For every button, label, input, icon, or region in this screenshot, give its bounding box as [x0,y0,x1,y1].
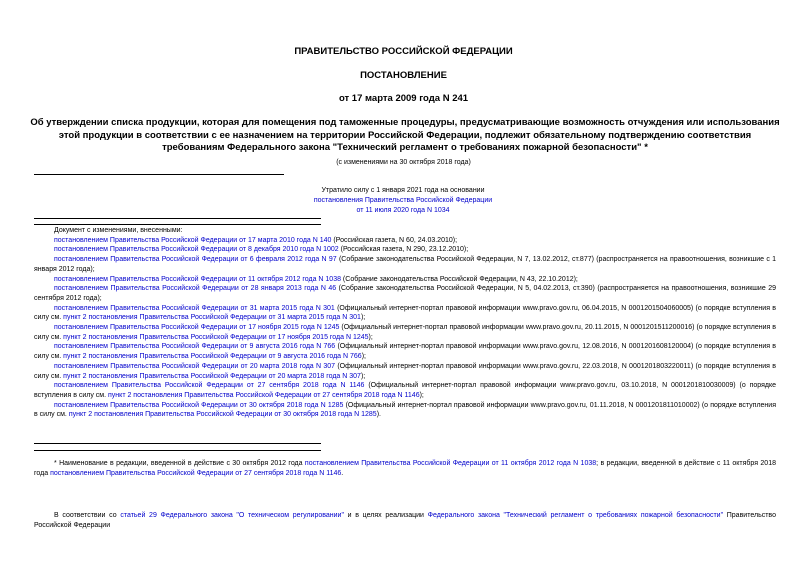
amendment-item [34,323,776,342]
amendment-link[interactable]: постановлением Правительства Российской Федерации от 30 октября 2018 года N 1285 [54,401,344,409]
amendment-effective-link[interactable]: пункт 2 постановления Правительства Российской Федерации от 20 марта 2018 года N 307 [63,372,361,380]
amendment-link[interactable]: постановлением Правительства Российской Федерации от 8 декабря 2010 года N 1002 [54,246,339,254]
amendment-effective-link[interactable]: пункт 2 постановления Правительства Российской Федерации от 31 марта 2015 года N 301 [63,314,361,322]
amendment-link[interactable]: постановлением Правительства Российской Федерации от 31 марта 2015 года N 301 [54,304,335,312]
amendment-link[interactable]: постановлением Правительства Российской Федерации от 27 сентября 2018 года N 1146 [54,382,365,390]
amendment-closing-text: ); [360,314,366,322]
expiry-text: Утратило силу с 1 января 2021 года на основании [321,187,485,194]
expiry-link-2[interactable]: от 11 июля 2020 года N 1034 [356,207,450,214]
amendment-closing-text: ). [376,411,381,419]
amendment-source-text: (Собрание законодательства Российской Федерации, N 7, 13.02.2012, ст.877) (распространяется на правоотношения, возникшие с 1 января 2012 года); [34,256,777,273]
amendment-closing-text: ); [361,353,366,361]
amendment-effective-link[interactable]: пункт 2 постановления Правительства Российской Федерации от 30 октября 2018 года N 1285 [68,411,377,419]
amendment-item [34,342,776,361]
amendment-source-text: (Официальный интернет-портал правовой информации www.pravo.gov.ru, 03.10.2018, N 0001201810030009) (о порядке вступления в силу см. [34,382,776,399]
expiry-notice [280,186,526,216]
amendment-source-text: (Российская газета, N 290, 23.12.2010); [338,246,469,254]
document-title: Об утверждении списка продукции, которая для помещения под таможенные процедуры, предусматривающие возможность отчуждения или использования этой продукции в соответствии с ее назначением на территории Российской Федерации, подлежит обязательному подтверждению соответствия требованиям Федерального закона "Технический регламент о требованиях пожарной безопасности" * [30,117,780,153]
government-heading: ПРАВИТЕЛЬСТВО РОССИЙСКОЙ ФЕДЕРАЦИИ [294,46,513,57]
amendment-link[interactable]: постановлением Правительства Российской Федерации от 17 марта 2010 года N 140 [54,236,332,244]
amendment-item [34,381,776,400]
divider-line [34,443,321,444]
amendment-effective-link[interactable]: пункт 2 постановления Правительства Российской Федерации от 9 августа 2016 года N 766 [63,353,362,361]
amendment-source-text: (Официальный интернет-портал правовой информации www.pravo.gov.ru, 20.11.2015, N 0001201511200016) (о порядке вступления в силу см. [34,324,776,341]
amendment-item [34,401,776,420]
amendment-source-text: (Официальный интернет-портал правовой информации www.pravo.gov.ru, 22.03.2018, N 0001201803220011) (о порядке вступления в силу см. [34,362,776,380]
document-type-heading: ПОСТАНОВЛЕНИЕ [360,70,447,81]
amendment-item [34,245,776,255]
expiry-link-1[interactable]: постановления Правительства Российской Федерации [313,197,493,204]
amendment-link[interactable]: постановлением Правительства Российской Федерации от 6 февраля 2012 года N 97 [54,256,337,264]
footnote-link-1038[interactable]: постановлением Правительства Российской Федерации от 11 октября 2012 года N 1038 [304,460,597,467]
amendment-effective-link[interactable]: пункт 2 постановления Правительства Российской Федерации от 27 сентября 2018 года N 1146 [108,391,420,399]
amendment-item [34,236,776,246]
amendment-closing-text: ); [419,391,424,399]
preamble-paragraph: В соответствии со статьей 29 Федерального закона "О техническом регулировании" и в целях реализации Федерального закона "Технический регламент о требованиях пожарной безопасности" Правительство Российской Федерации [34,512,776,529]
title-footnote: * Наименование в редакции, введенной в действие с 30 октября 2012 года постановлением Правительства Российской Федерации от 11 октября 2012 года N 1038; в редакции, введенной в действие с 11 октября 2018 года постановлением Правительства Российской Федерации от 27 сентября 2018 года N 1146. [34,460,776,477]
divider-line [34,450,321,451]
amendment-source-text: (Официальный интернет-портал правовой информации www.pravo.gov.ru, 01.11.2018, N 0001201811010002) (о порядке вступления в силу см. [34,401,777,419]
divider-line [34,224,321,225]
amendment-item [34,255,776,274]
preamble-link-tech-regulation-law[interactable]: статьей 29 Федерального закона "О техническом регулировании" [120,512,344,519]
amendment-item [34,284,776,303]
amendment-source-text: (Российская газета, N 60, 24.03.2010); [331,236,458,244]
amendment-source-text: (Официальный интернет-портал правовой информации www.pravo.gov.ru, 06.04.2015, N 0001201504060005) (о порядке вступления в силу см. [34,304,776,322]
divider-line [34,174,284,175]
preamble-link-fire-safety-law[interactable]: Федерального закона "Технический регламент о требованиях пожарной безопасности" [427,512,724,519]
amendment-item [34,275,776,285]
amendment-item [34,362,776,381]
divider-line [34,218,321,219]
amendment-item [34,304,776,323]
footnote-link-1146[interactable]: постановлением Правительства Российской Федерации от 27 сентября 2018 года N 1146 [50,470,342,477]
amendment-source-text: (Собрание законодательства Российской Федерации, N 5, 04.02.2013, ст.390) (распространяется на правоотношения, возникшие 29 сентября 2012 года); [34,285,776,302]
amendment-source-text: (Собрание законодательства Российской Федерации, N 43, 22.10.2012); [340,275,578,283]
amendment-closing-text: ); [360,372,366,380]
amendment-link[interactable]: постановлением Правительства Российской Федерации от 11 октября 2012 года N 1038 [54,275,341,283]
document-date-number: от 17 марта 2009 года N 241 [338,93,469,104]
amendments-items [34,236,776,420]
amendment-source-text: (Официальный интернет-портал правовой информации www.pravo.gov.ru, 12.08.2016, N 0001201608120004) (о порядке вступления в силу см. [34,343,776,361]
amendment-link[interactable]: постановлением Правительства Российской Федерации от 17 ноября 2015 года N 1245 [54,324,340,332]
amendments-intro: Документ с изменениями, внесенными: [54,227,183,234]
amendment-closing-text: ); [368,333,373,341]
amendment-link[interactable]: постановлением Правительства Российской Федерации от 9 августа 2016 года N 766 [54,343,336,351]
amendment-link[interactable]: постановлением Правительства Российской Федерации от 28 января 2013 года N 46 [54,285,337,293]
amendment-link[interactable]: постановлением Правительства Российской Федерации от 20 марта 2018 года N 307 [54,362,336,370]
amendment-effective-link[interactable]: пункт 2 постановления Правительства Российской Федерации от 17 ноября 2015 года N 1245 [63,333,369,341]
amendments-list [34,226,776,420]
amendment-status-note: (с изменениями на 30 октября 2018 года) [336,159,471,166]
